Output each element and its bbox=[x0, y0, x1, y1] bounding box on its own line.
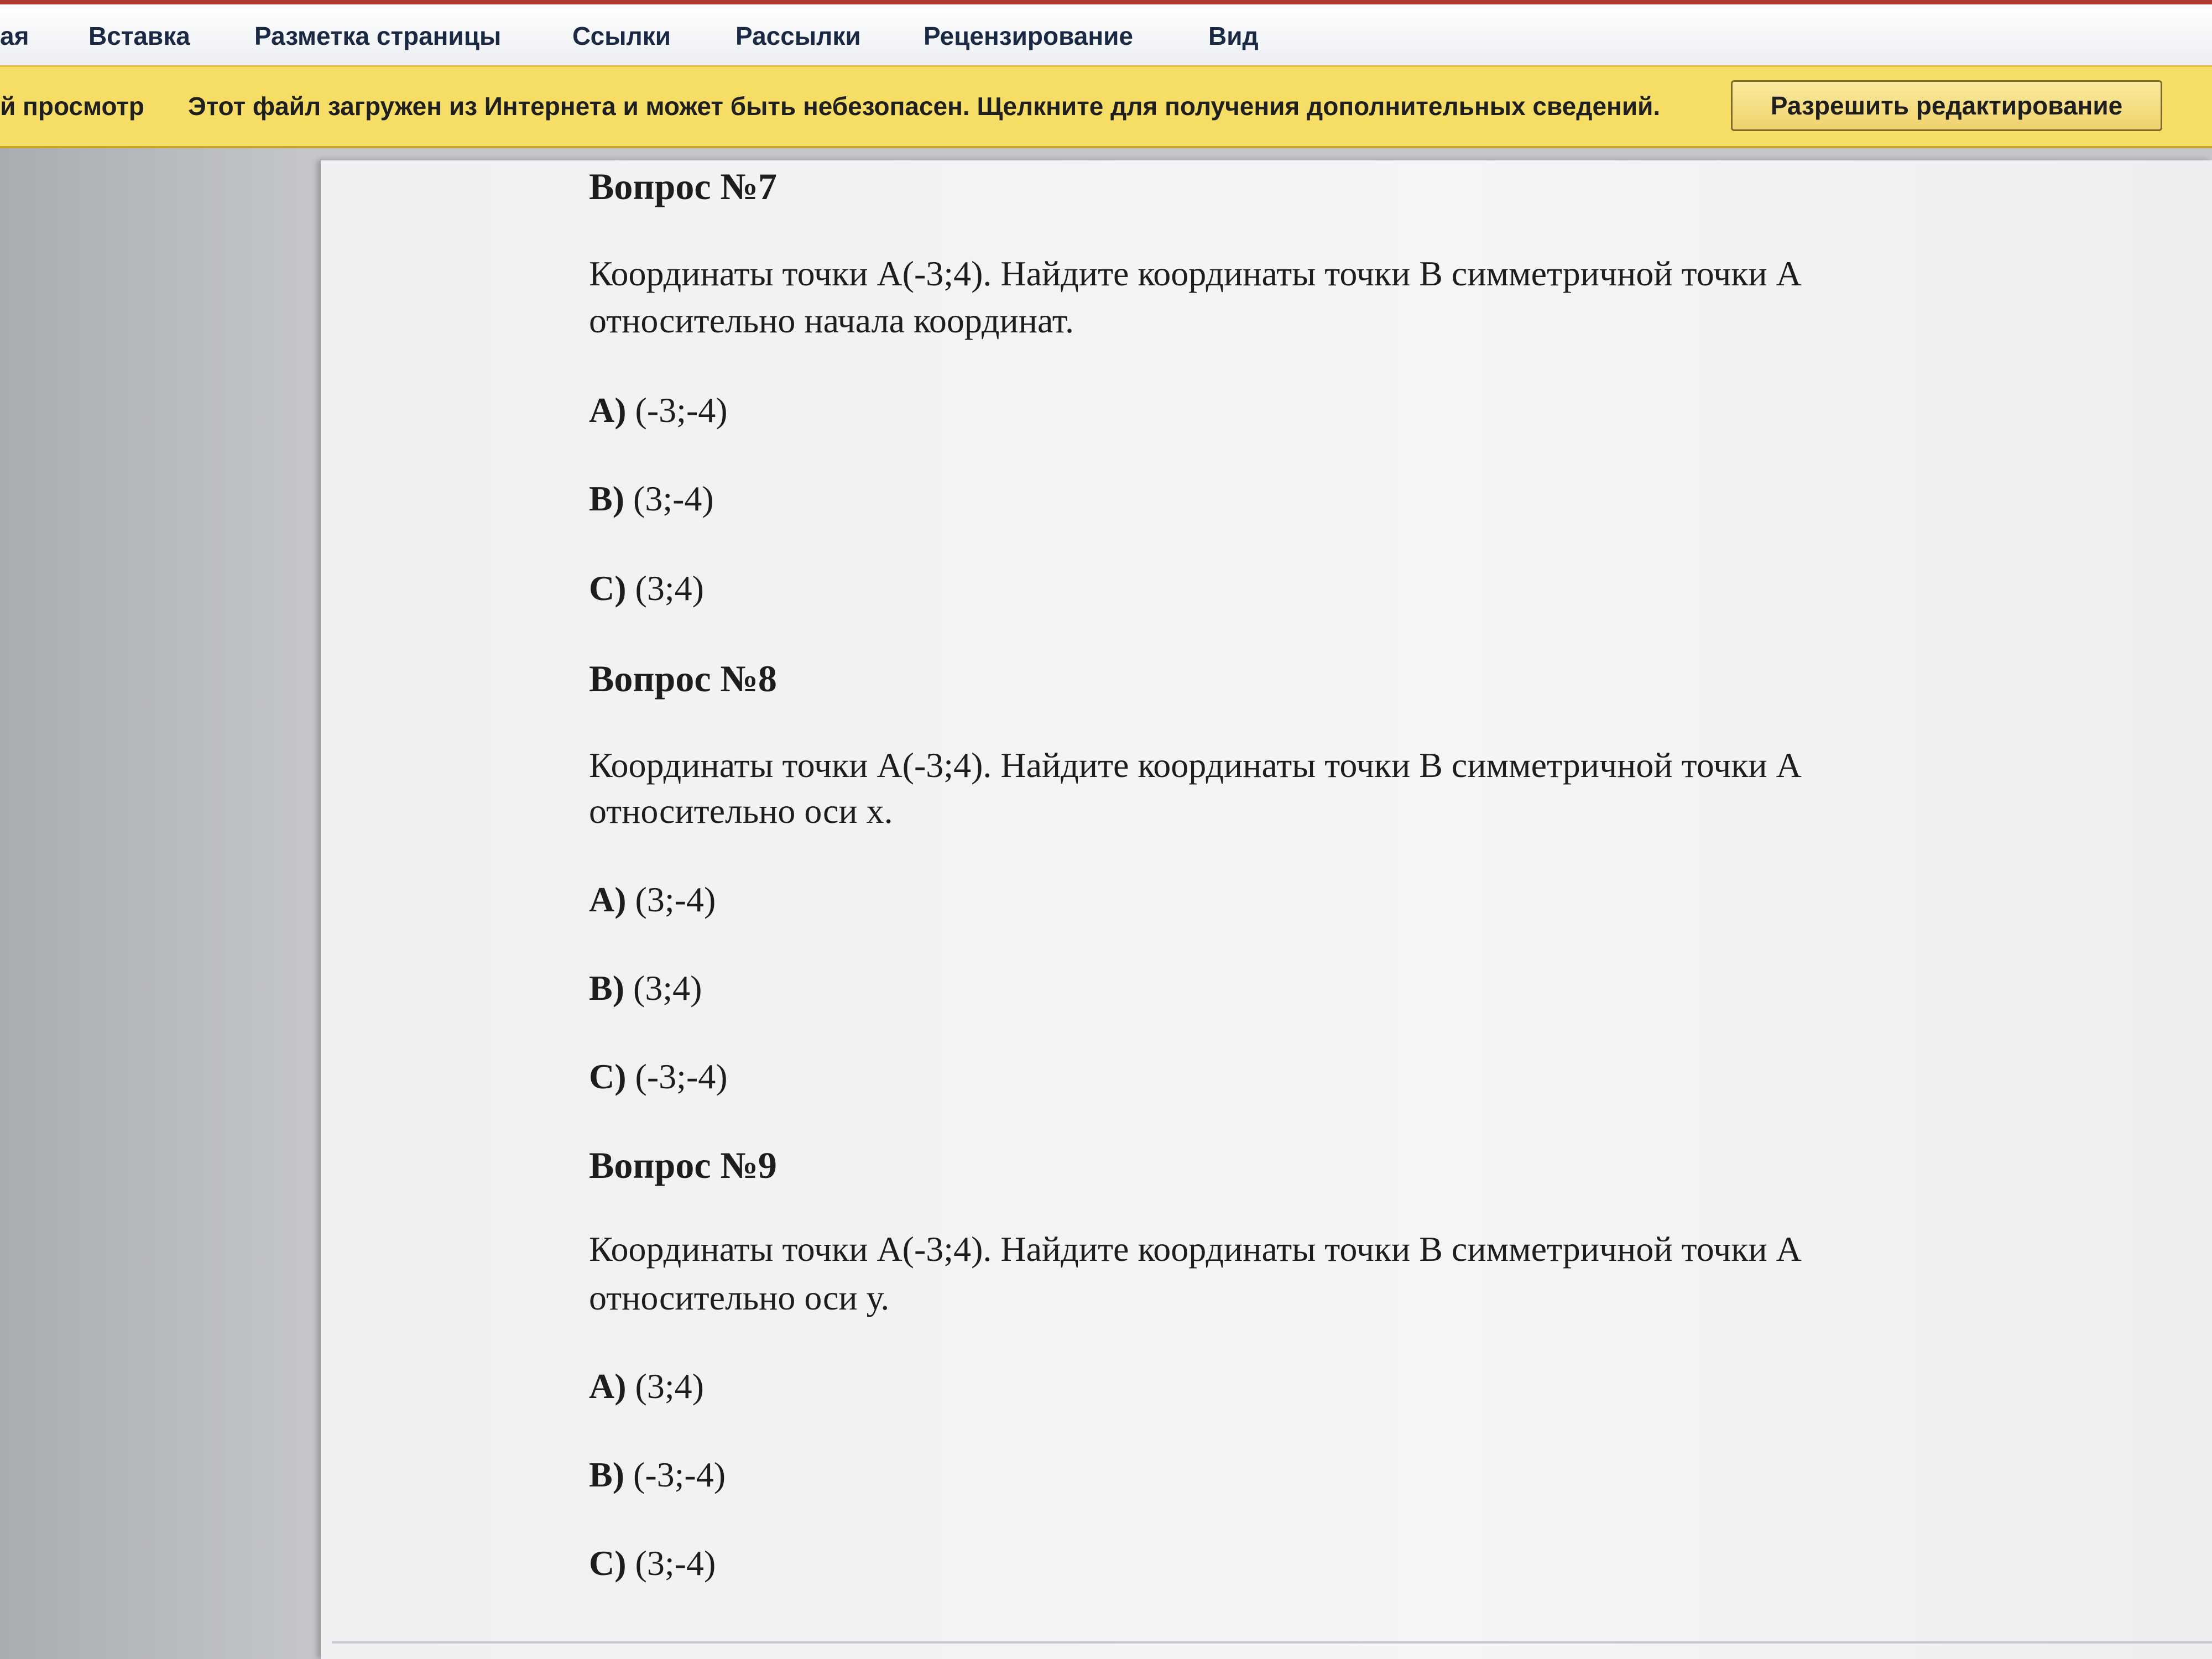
tab-page-layout[interactable]: Разметка страницы bbox=[254, 22, 502, 50]
option-letter: С) bbox=[589, 1057, 627, 1096]
question-9-option-a bbox=[589, 1366, 704, 1407]
question-8-option-b bbox=[589, 968, 702, 1009]
protected-view-message[interactable]: Этот файл загружен из Интернета и может быть небезопасен. Щелкните для получения дополнительных сведений. bbox=[188, 92, 1661, 121]
question-7-text-line-2: относительно начала координат. bbox=[589, 301, 1074, 340]
question-7-option-a bbox=[589, 390, 728, 431]
protected-view-label: й просмотр bbox=[0, 92, 145, 121]
tab-insert[interactable]: Вставка bbox=[88, 22, 190, 50]
option-value: (3;-4) bbox=[633, 479, 714, 518]
ribbon-tabs bbox=[0, 0, 2212, 65]
question-7-text-line-1: Координаты точки А(-3;4). Найдите координаты точки В симметричной точки А bbox=[589, 254, 1802, 293]
option-letter: А) bbox=[589, 390, 627, 430]
tab-home-partial[interactable]: ая bbox=[0, 22, 29, 50]
option-letter: В) bbox=[589, 479, 624, 518]
question-7-title: Вопрос №7 bbox=[589, 165, 777, 207]
question-9-text-line-1: Координаты точки А(-3;4). Найдите координаты точки В симметричной точки А bbox=[589, 1229, 1802, 1269]
question-8-option-c bbox=[589, 1056, 728, 1097]
question-8-text-line-1: Координаты точки А(-3;4). Найдите координаты точки В симметричной точки А bbox=[589, 745, 1802, 785]
question-8-option-a bbox=[589, 879, 716, 920]
option-letter: А) bbox=[589, 1366, 627, 1406]
option-letter: В) bbox=[589, 1455, 624, 1494]
question-7-option-c bbox=[589, 568, 704, 609]
option-value: (-3;-4) bbox=[635, 390, 728, 430]
option-value: (-3;-4) bbox=[635, 1057, 728, 1096]
tab-references[interactable]: Ссылки bbox=[572, 22, 671, 50]
option-value: (3;4) bbox=[635, 568, 704, 608]
option-value: (3;4) bbox=[633, 968, 702, 1008]
question-8-title: Вопрос №8 bbox=[589, 658, 777, 700]
option-letter: В) bbox=[589, 968, 624, 1008]
option-letter: С) bbox=[589, 1543, 627, 1583]
tab-view[interactable]: Вид bbox=[1208, 22, 1259, 50]
protected-view-bar bbox=[0, 65, 2212, 148]
option-value: (-3;-4) bbox=[633, 1455, 726, 1494]
enable-editing-button[interactable]: Разрешить редактирование bbox=[1731, 80, 2162, 131]
option-letter: С) bbox=[589, 568, 627, 608]
question-9-option-c bbox=[589, 1543, 716, 1584]
option-value: (3;4) bbox=[635, 1366, 704, 1406]
question-7-option-b bbox=[589, 478, 714, 519]
tab-mailings[interactable]: Рассылки bbox=[735, 22, 861, 50]
question-8-text-line-2: относительно оси х. bbox=[589, 791, 893, 831]
question-9-title: Вопрос №9 bbox=[589, 1144, 777, 1186]
option-letter: А) bbox=[589, 880, 627, 919]
question-9-option-b bbox=[589, 1454, 726, 1495]
option-value: (3;-4) bbox=[635, 880, 716, 919]
option-value: (3;-4) bbox=[635, 1543, 716, 1583]
question-9-text-line-2: относительно оси у. bbox=[589, 1278, 890, 1317]
tab-review[interactable]: Рецензирование bbox=[924, 22, 1134, 50]
page-bottom-edge bbox=[332, 1641, 2212, 1644]
